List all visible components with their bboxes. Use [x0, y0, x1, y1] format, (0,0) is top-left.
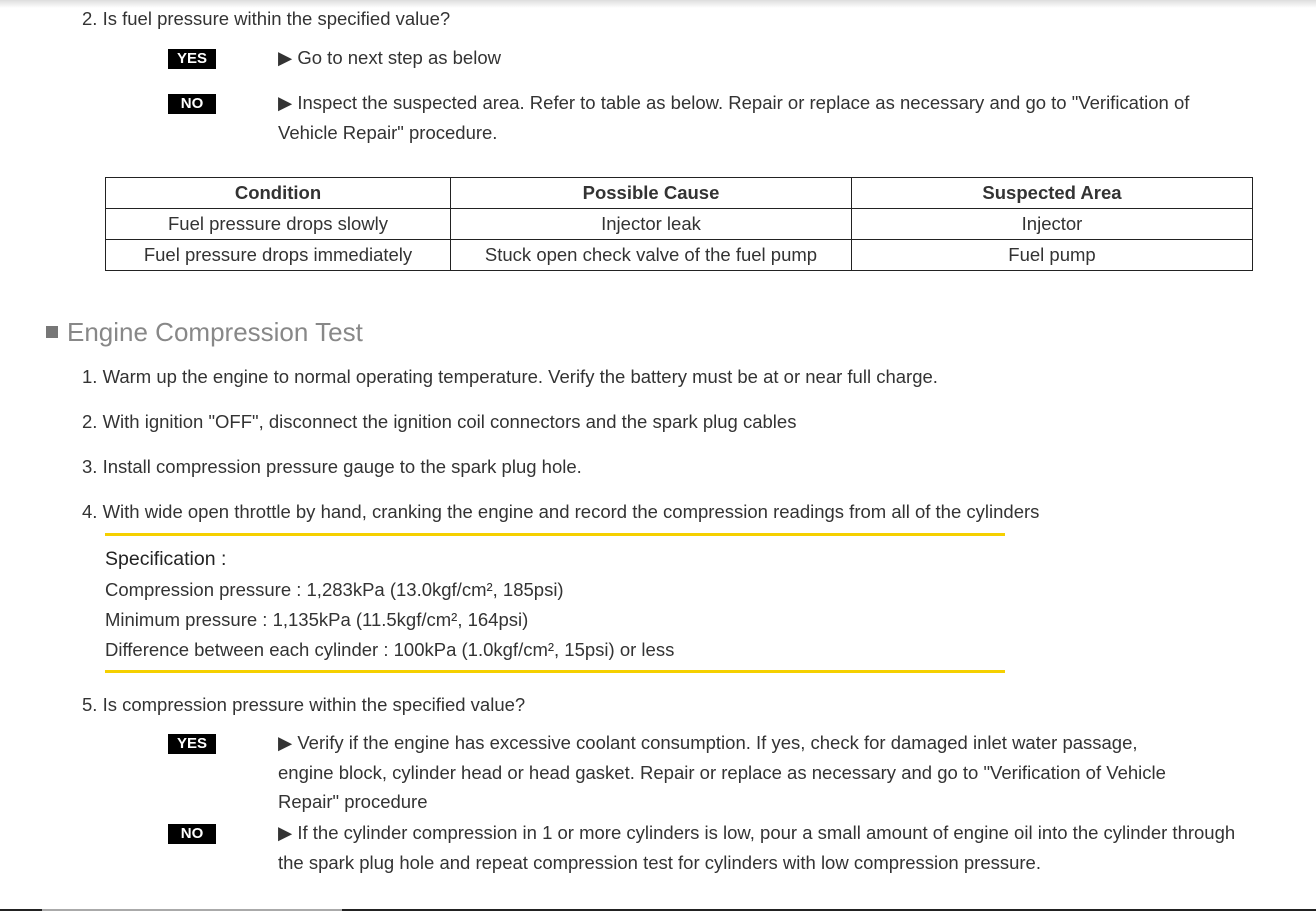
spec-line: Difference between each cylinder : 100kPa (1.0kgf/cm², 15psi) or less [105, 639, 675, 660]
header-possible-cause: Possible Cause [451, 178, 852, 209]
table-cell: Injector [852, 209, 1253, 240]
step-3: 3. Install compression pressure gauge to the spark plug hole. [82, 456, 582, 477]
step-1: 1. Warm up the engine to normal operating temperature. Verify the battery must be at or near full charge. [82, 366, 938, 387]
table-cell: Stuck open check valve of the fuel pump [451, 240, 852, 271]
step-5: 5. Is compression pressure within the specified value? [82, 694, 526, 715]
table-cell: Fuel pressure drops immediately [106, 240, 451, 271]
no-badge: NO [168, 94, 216, 114]
table-cell: Fuel pump [852, 240, 1253, 271]
no-answer: ▶ Inspect the suspected area. Refer to table as below. Repair or replace as necessary and go to "Verification of Vehicle Repair" procedure. [278, 92, 1190, 143]
yes-badge: YES [168, 734, 216, 754]
header-condition: Condition [106, 178, 451, 209]
table-row [106, 240, 1253, 271]
table-row [106, 209, 1253, 240]
spec-title: Specification : [105, 548, 227, 570]
table-cell: Injector leak [451, 209, 852, 240]
table-cell: Fuel pressure drops slowly [106, 209, 451, 240]
fuel-step-question: 2. Is fuel pressure within the specified value? [82, 8, 451, 29]
section-title: Engine Compression Test [67, 317, 363, 347]
yes-answer: ▶ Go to next step as below [278, 47, 501, 68]
no-answer: ▶ If the cylinder compression in 1 or more cylinders is low, pour a small amount of engine oil into the cylinder through the spark plug hole and repeat compression test for cylinders with low compression pressure. [278, 822, 1236, 873]
table-header-row [106, 178, 1253, 209]
spec-bottom-divider [105, 670, 1005, 673]
no-badge: NO [168, 824, 216, 844]
step-2: 2. With ignition "OFF", disconnect the ignition coil connectors and the spark plug cables [82, 411, 797, 432]
spec-top-divider [105, 533, 1005, 536]
top-shadow [0, 0, 1316, 8]
yes-badge: YES [168, 49, 216, 69]
section-heading [46, 317, 363, 348]
spec-line: Minimum pressure : 1,135kPa (11.5kgf/cm², 164psi) [105, 609, 529, 630]
spec-line: Compression pressure : 1,283kPa (13.0kgf/cm², 185psi) [105, 579, 564, 600]
square-bullet-icon [46, 326, 58, 338]
step-4: 4. With wide open throttle by hand, cranking the engine and record the compression readings from all of the cylinders [82, 501, 1040, 522]
yes-answer: ▶ Verify if the engine has excessive coolant consumption. If yes, check for damaged inlet water passage, engine block, cylinder head or head gasket. Repair or replace as necessary and go to "Verification of Vehicle Repair" procedure [278, 732, 1166, 812]
header-suspected-area: Suspected Area [852, 178, 1253, 209]
fuel-pressure-table [105, 177, 1253, 271]
